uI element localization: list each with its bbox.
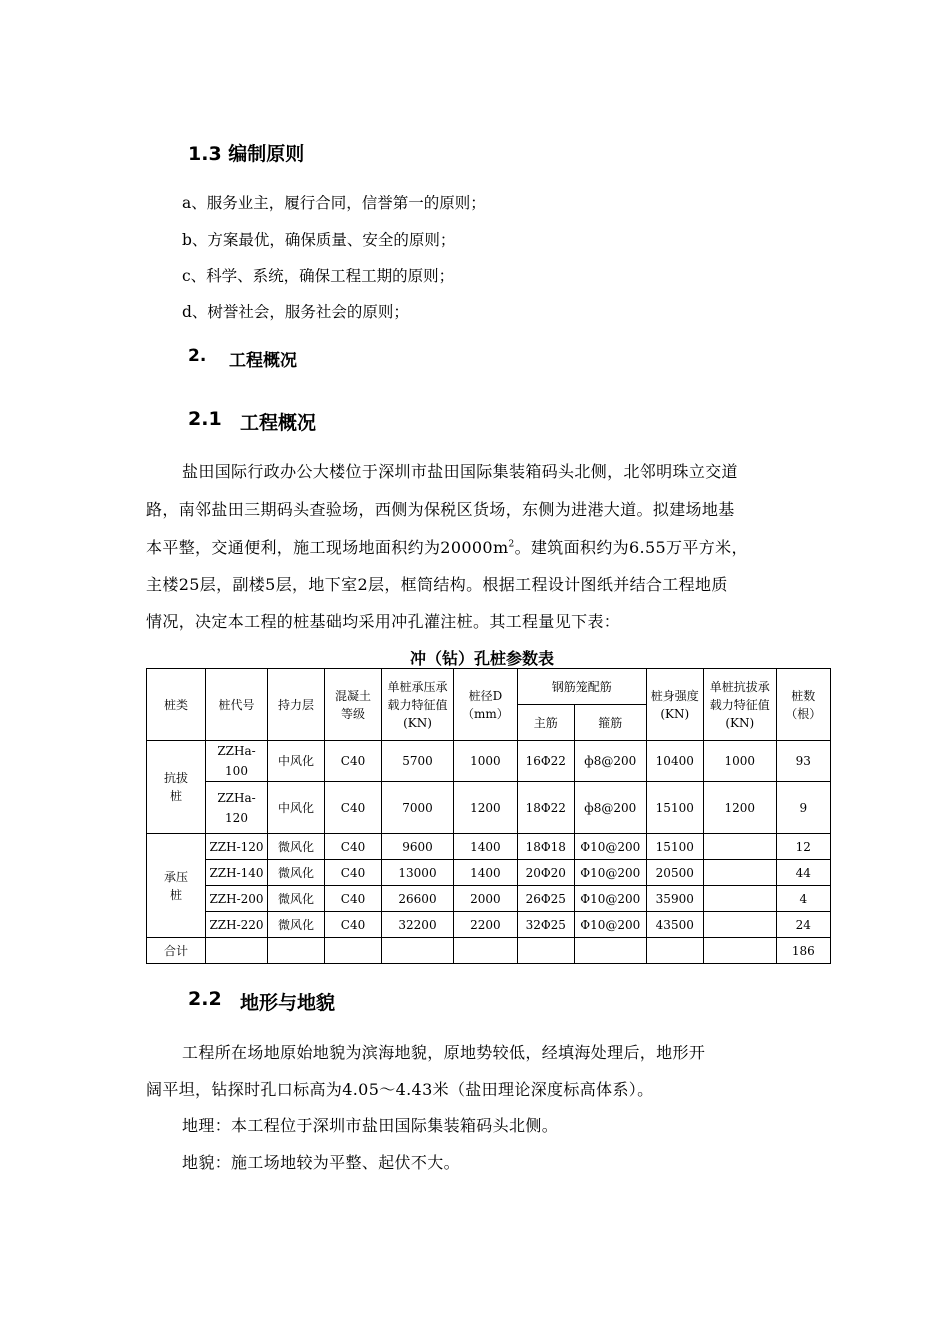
empty-cell <box>646 938 703 964</box>
cell-main-bar: 18Φ18 <box>517 834 574 860</box>
cell-stirrup: Φ10@200 <box>574 886 646 912</box>
cell-concrete: C40 <box>325 912 382 938</box>
cell-capacity: 26600 <box>382 886 454 912</box>
cell-code: ZZHa-120 <box>206 782 268 834</box>
cell-count: 44 <box>776 860 830 886</box>
cell-uplift <box>703 912 776 938</box>
cell-main-bar: 32Φ25 <box>517 912 574 938</box>
header-strength: 桩身强度(KN) <box>646 669 703 741</box>
section-2-2-number: 2.2 <box>188 988 222 1010</box>
cell-count: 9 <box>776 782 830 834</box>
cell-main-bar: 26Φ25 <box>517 886 574 912</box>
cell-main-bar: 18Φ22 <box>517 782 574 834</box>
cell-concrete: C40 <box>325 741 382 782</box>
cell-stirrup: ф8@200 <box>574 741 646 782</box>
section-1-3-heading: 1.3 编制原则 <box>188 143 305 165</box>
header-uplift: 单桩抗拔承载力特征值(KN) <box>703 669 776 741</box>
principle-item-d: d、树誉社会，服务社会的原则； <box>182 303 409 321</box>
terrain-line-1: 工程所在场地原始地貌为滨海地貌，原地势较低，经填海处理后，地形开 <box>182 1043 706 1062</box>
cell-strength: 43500 <box>646 912 703 938</box>
cell-strength: 35900 <box>646 886 703 912</box>
empty-cell <box>703 938 776 964</box>
cell-capacity: 32200 <box>382 912 454 938</box>
empty-cell <box>382 938 454 964</box>
cell-code: ZZH-140 <box>206 860 268 886</box>
cell-layer: 微风化 <box>268 834 325 860</box>
overview-line-3-tail: 。建筑面积约为6.55万平方米， <box>514 538 748 557</box>
cell-capacity: 7000 <box>382 782 454 834</box>
cell-concrete: C40 <box>325 886 382 912</box>
header-concrete: 混凝土等级 <box>325 669 382 741</box>
cell-layer: 微风化 <box>268 886 325 912</box>
cell-layer: 微风化 <box>268 860 325 886</box>
table-row <box>147 834 831 860</box>
cell-uplift <box>703 860 776 886</box>
terrain-line-3: 地理：本工程位于深圳市盐田国际集装箱码头北侧。 <box>182 1116 559 1135</box>
empty-cell <box>454 938 518 964</box>
cell-strength: 15100 <box>646 782 703 834</box>
cell-stirrup: Φ10@200 <box>574 860 646 886</box>
cell-diameter: 2200 <box>454 912 518 938</box>
overview-line-3-text: 本平整，交通便利，施工现场地面积约为20000m <box>146 538 509 557</box>
total-count: 186 <box>776 938 830 964</box>
empty-cell <box>206 938 268 964</box>
cell-capacity: 9600 <box>382 834 454 860</box>
cell-concrete: C40 <box>325 860 382 886</box>
overview-line-1: 盐田国际行政办公大楼位于深圳市盐田国际集装箱码头北侧，北邻明珠立交道 <box>182 462 738 481</box>
cell-count: 4 <box>776 886 830 912</box>
section-2-1-title: 工程概况 <box>240 412 317 434</box>
principle-item-a: a、服务业主，履行合同，信誉第一的原则； <box>182 194 486 212</box>
header-code: 桩代号 <box>206 669 268 741</box>
group-label-uplift: 抗拔桩 <box>147 741 206 834</box>
table-row <box>147 886 831 912</box>
cell-main-bar: 20Φ20 <box>517 860 574 886</box>
empty-cell <box>325 938 382 964</box>
cell-count: 24 <box>776 912 830 938</box>
pile-parameter-table <box>146 668 831 964</box>
cell-diameter: 1400 <box>454 860 518 886</box>
cell-uplift: 1000 <box>703 741 776 782</box>
header-layer: 持力层 <box>268 669 325 741</box>
overview-line-4: 主楼25层，副楼5层，地下室2层，框筒结构。根据工程设计图纸并结合工程地质 <box>146 575 728 594</box>
cell-strength: 15100 <box>646 834 703 860</box>
table-total-row <box>147 938 831 964</box>
cell-count: 93 <box>776 741 830 782</box>
empty-cell <box>517 938 574 964</box>
header-diameter: 桩径D（mm） <box>454 669 518 741</box>
header-type: 桩类 <box>147 669 206 741</box>
cell-concrete: C40 <box>325 782 382 834</box>
principle-item-c: c、科学、系统，确保工程工期的原则； <box>182 267 455 285</box>
empty-cell <box>574 938 646 964</box>
superscript-2: 2 <box>508 539 515 550</box>
cell-uplift <box>703 886 776 912</box>
terrain-line-4: 地貌：施工场地较为平整、起伏不大。 <box>182 1153 460 1172</box>
cell-diameter: 1000 <box>454 741 518 782</box>
table-row <box>147 860 831 886</box>
cell-strength: 20500 <box>646 860 703 886</box>
cell-code: ZZH-220 <box>206 912 268 938</box>
cell-layer: 中风化 <box>268 741 325 782</box>
cell-stirrup: ф8@200 <box>574 782 646 834</box>
cell-strength: 10400 <box>646 741 703 782</box>
cell-code: ZZH-120 <box>206 834 268 860</box>
cell-diameter: 2000 <box>454 886 518 912</box>
header-stirrup: 箍筋 <box>574 705 646 741</box>
cell-count: 12 <box>776 834 830 860</box>
section-2-title: 工程概况 <box>229 351 297 371</box>
cell-uplift <box>703 834 776 860</box>
cell-stirrup: Φ10@200 <box>574 912 646 938</box>
terrain-line-2: 阔平坦，钻探时孔口标高为4.05～4.43米（盐田理论深度标高体系）。 <box>146 1080 654 1099</box>
header-rebar: 钢筋笼配筋 <box>517 669 646 705</box>
header-main-bar: 主筋 <box>517 705 574 741</box>
total-label: 合计 <box>147 938 206 964</box>
cell-code: ZZH-200 <box>206 886 268 912</box>
cell-code: ZZHa-100 <box>206 741 268 782</box>
table-row <box>147 912 831 938</box>
overview-line-5: 情况，决定本工程的桩基础均采用冲孔灌注桩。其工程量见下表： <box>146 612 621 631</box>
section-2-2-title: 地形与地貌 <box>240 992 336 1014</box>
table-caption: 冲（钻）孔桩参数表 <box>410 649 555 668</box>
cell-layer: 中风化 <box>268 782 325 834</box>
cell-diameter: 1200 <box>454 782 518 834</box>
section-2-1-number: 2.1 <box>188 408 222 430</box>
cell-stirrup: Φ10@200 <box>574 834 646 860</box>
header-capacity: 单桩承压承载力特征值(KN) <box>382 669 454 741</box>
cell-capacity: 5700 <box>382 741 454 782</box>
cell-uplift: 1200 <box>703 782 776 834</box>
overview-line-2: 路，南邻盐田三期码头查验场，西侧为保税区货场，东侧为进港大道。拟建场地基 <box>146 500 735 519</box>
cell-diameter: 1400 <box>454 834 518 860</box>
group-label-compression: 承压桩 <box>147 834 206 938</box>
cell-capacity: 13000 <box>382 860 454 886</box>
table-row <box>147 741 831 782</box>
principle-item-b: b、方案最优，确保质量、安全的原则； <box>182 231 456 249</box>
header-count: 桩数（根） <box>776 669 830 741</box>
cell-concrete: C40 <box>325 834 382 860</box>
cell-layer: 微风化 <box>268 912 325 938</box>
cell-main-bar: 16Φ22 <box>517 741 574 782</box>
table-row <box>147 782 831 834</box>
section-2-number: 2. <box>188 346 207 366</box>
overview-line-3 <box>146 535 748 558</box>
empty-cell <box>268 938 325 964</box>
